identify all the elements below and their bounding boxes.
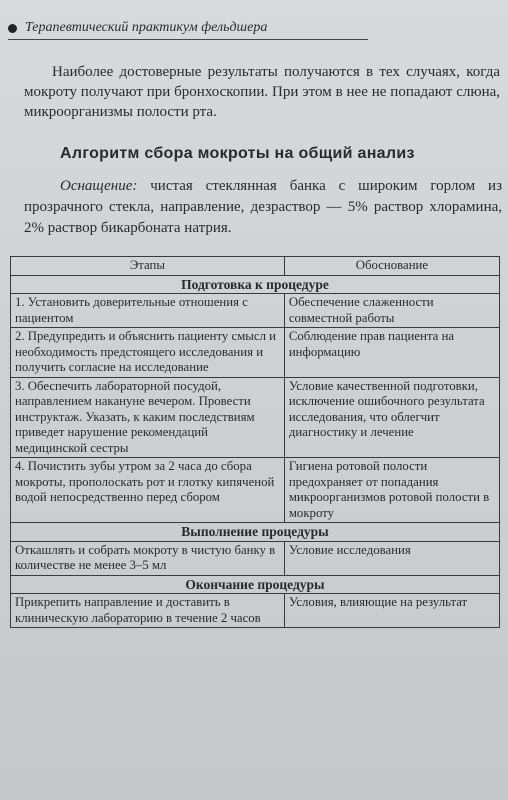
stage-cell: Прикрепить направление и доставить в клиническую лабораторию в течение 2 часов [11,594,285,628]
running-head [8,20,368,40]
column-header-stages: Этапы [11,257,285,276]
rationale-cell: Условие качественной подготовки, исключение ошибочного результата исследования, что облегчит диагностику и лечение [284,377,499,458]
equipment-text: чистая стеклянная банка с широким горлом из прозрачного стекла, направление, дезраствор — 5% раствор хлорамина, 2% раствор бикарбоната натрия. [24,178,502,236]
bullet-icon [8,24,17,33]
table-row [11,541,500,575]
section-title-completion: Окончание процедуры [11,575,500,594]
section-title-execution: Выполнение процедуры [11,523,500,542]
table-row [11,594,500,628]
running-head-text: Терапевтический практикум фельдшера [25,20,268,35]
algorithm-table [10,256,500,628]
section-row [11,523,500,542]
stage-cell: 4. Почистить зубы утром за 2 часа до сбора мокроты, прополоскать рот и глотку кипяченой водой непосредственно перед сбором [11,458,285,523]
table-header-row [11,257,500,276]
rationale-cell: Условия, влияющие на результат [284,594,499,628]
rationale-cell: Условие исследования [284,541,499,575]
intro-paragraph: Наиболее достоверные результаты получаются в тех случаях, когда мокроту получают при бронхоскопии. При этом в нее не попадают слюна, микроорганизмы полости рта. [24,64,500,120]
equipment-label: Оснащение: [60,178,138,194]
stage-cell: Откашлять и собрать мокроту в чистую банку в количестве не менее 3–5 мл [11,541,285,575]
section-row [11,575,500,594]
table-row [11,458,500,523]
table-row [11,377,500,458]
stage-cell: 1. Установить доверительные отношения с пациентом [11,294,285,328]
equipment-paragraph [24,176,502,239]
stage-cell: 2. Предупредить и объяснить пациенту смысл и необходимость предстоящего исследования и получить согласие на исследование [11,328,285,378]
table-row [11,294,500,328]
stage-cell: 3. Обеспечить лабораторной посудой, направлением накануне вечером. Провести инструктаж. Указать, к каким последствиям приведет нарушение рекомендаций медицинской сестры [11,377,285,458]
rationale-cell: Соблюдение прав пациента на информацию [284,328,499,378]
section-title-preparation: Подготовка к процедуре [11,275,500,294]
rationale-cell: Гигиена ротовой полости предохраняет от попадания микроорганизмов ротовой полости в мокроту [284,458,499,523]
rationale-cell: Обеспечение слаженности совместной работы [284,294,499,328]
section-row [11,275,500,294]
column-header-rationale: Обоснование [284,257,499,276]
section-title: Алгоритм сбора мокроты на общий анализ [60,145,415,162]
table-row [11,328,500,378]
